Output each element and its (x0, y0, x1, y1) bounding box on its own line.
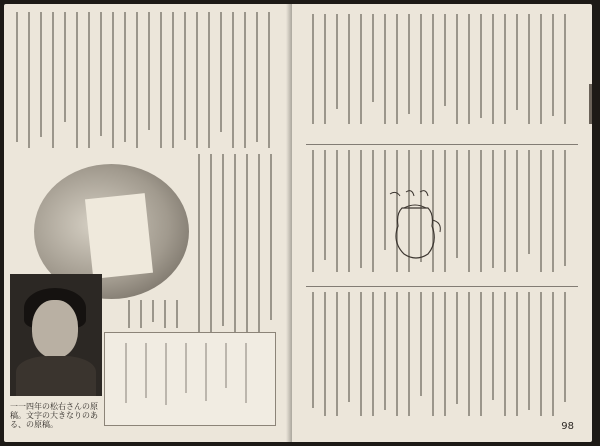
page-edge-tab (589, 84, 592, 124)
right-body-text-top (302, 14, 582, 134)
left-body-text-top (10, 12, 280, 152)
left-body-text-bottom (124, 300, 284, 330)
right-divider-1 (306, 144, 578, 145)
left-caption: 一一四年の松右さんの原稿。文字の大きなりのある、の原稿。 (10, 402, 98, 430)
pot-sketch (382, 186, 448, 266)
manuscript-photo (104, 332, 276, 426)
page-number: 98 (561, 421, 574, 432)
right-body-text-bottom (302, 292, 582, 418)
portrait-photo (10, 274, 102, 396)
left-page (4, 4, 292, 442)
right-divider-2 (306, 286, 578, 287)
right-page (292, 4, 592, 442)
